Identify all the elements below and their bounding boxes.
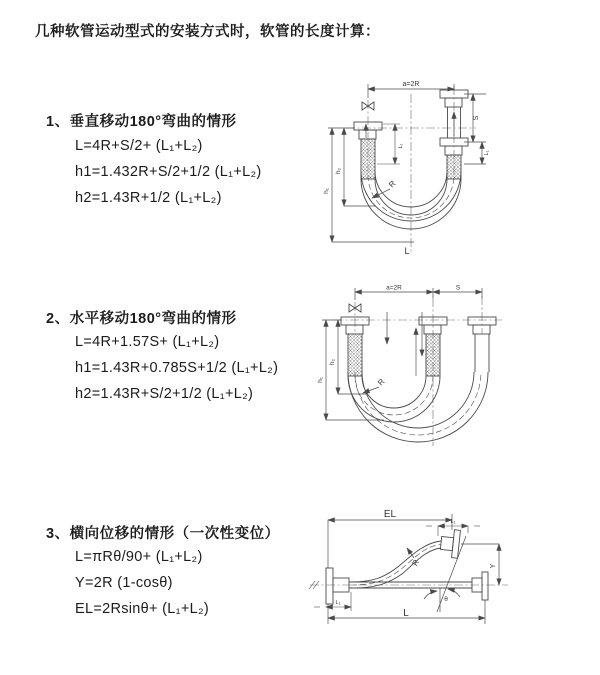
- label-l1-left: L₁: [398, 143, 404, 149]
- flange-right: [472, 572, 488, 600]
- label-s: S: [455, 284, 461, 292]
- label-span: a=2R: [402, 81, 420, 88]
- motion-arrows: [387, 312, 422, 376]
- section2-heading: 2、水平移动180°弯曲的情形: [46, 311, 237, 327]
- label-l: L: [404, 246, 410, 256]
- label-l1-bottom: L₁: [335, 600, 341, 606]
- hose-bend-1: [348, 376, 440, 422]
- flange-upper: [440, 529, 461, 559]
- label-h1: h₁: [317, 377, 324, 383]
- diagram-horizontal-180-bend: [312, 284, 588, 459]
- flange-right-lower: [440, 138, 468, 179]
- label-r: R: [387, 179, 398, 190]
- formula-line: Y=2R (1-cosθ): [75, 575, 173, 591]
- label-theta: θ: [444, 596, 448, 603]
- formula-line: h1=1.43R+0.785S+1/2 (L₁+L₂): [75, 360, 279, 376]
- formula-line: EL=2Rsinθ+ (L₁+L₂): [75, 601, 210, 617]
- label-h2: h₂: [329, 358, 336, 366]
- formula-line: h2=1.43R+S/2+1/2 (L₁+L₂): [75, 386, 254, 402]
- label-r: R: [410, 557, 422, 568]
- label-r: R: [376, 377, 387, 388]
- label-h1: h₁: [323, 188, 330, 194]
- label-l: L: [403, 608, 409, 619]
- dim-l1-bottom: [314, 592, 351, 611]
- formula-line: h1=1.432R+S/2+1/2 (L₁+L₂): [75, 164, 262, 180]
- formula-line: L=4R+1.57S+ (L₁+L₂): [75, 334, 220, 350]
- diagram-lateral-displacement: [298, 500, 594, 645]
- label-el: EL: [383, 509, 397, 520]
- label-h2: h₂: [335, 167, 342, 175]
- label-l1-right: L₁: [484, 150, 490, 156]
- diagram-vertical-180-bend: [318, 76, 586, 258]
- label-span: a=2R: [386, 284, 402, 292]
- dim-s: [464, 94, 486, 164]
- formula-line: L=4R+S/2+ (L₁+L₂): [75, 138, 203, 154]
- page-title: 几种软管运动型式的安装方式时，软管的长度计算：: [35, 24, 380, 40]
- flange-right: [468, 317, 496, 372]
- formula-line: h2=1.43R+1/2 (L₁+L₂): [75, 190, 222, 206]
- flange-left: [354, 122, 382, 179]
- dim-span: [355, 288, 482, 300]
- label-s: S: [473, 115, 480, 121]
- dim-el: [328, 514, 452, 568]
- hose-s-curve: [351, 541, 441, 588]
- flange-left: [326, 568, 349, 604]
- label-y: Y: [490, 563, 497, 569]
- section3-heading: 3、横向位移的情形（一次性变位）: [46, 526, 280, 542]
- formula-line: L=πRθ/90+ (L₁+L₂): [75, 549, 203, 565]
- dim-l1-top: [426, 526, 480, 536]
- section1-heading: 1、垂直移动180°弯曲的情形: [46, 114, 237, 130]
- label-l1-top: L₁: [450, 519, 456, 525]
